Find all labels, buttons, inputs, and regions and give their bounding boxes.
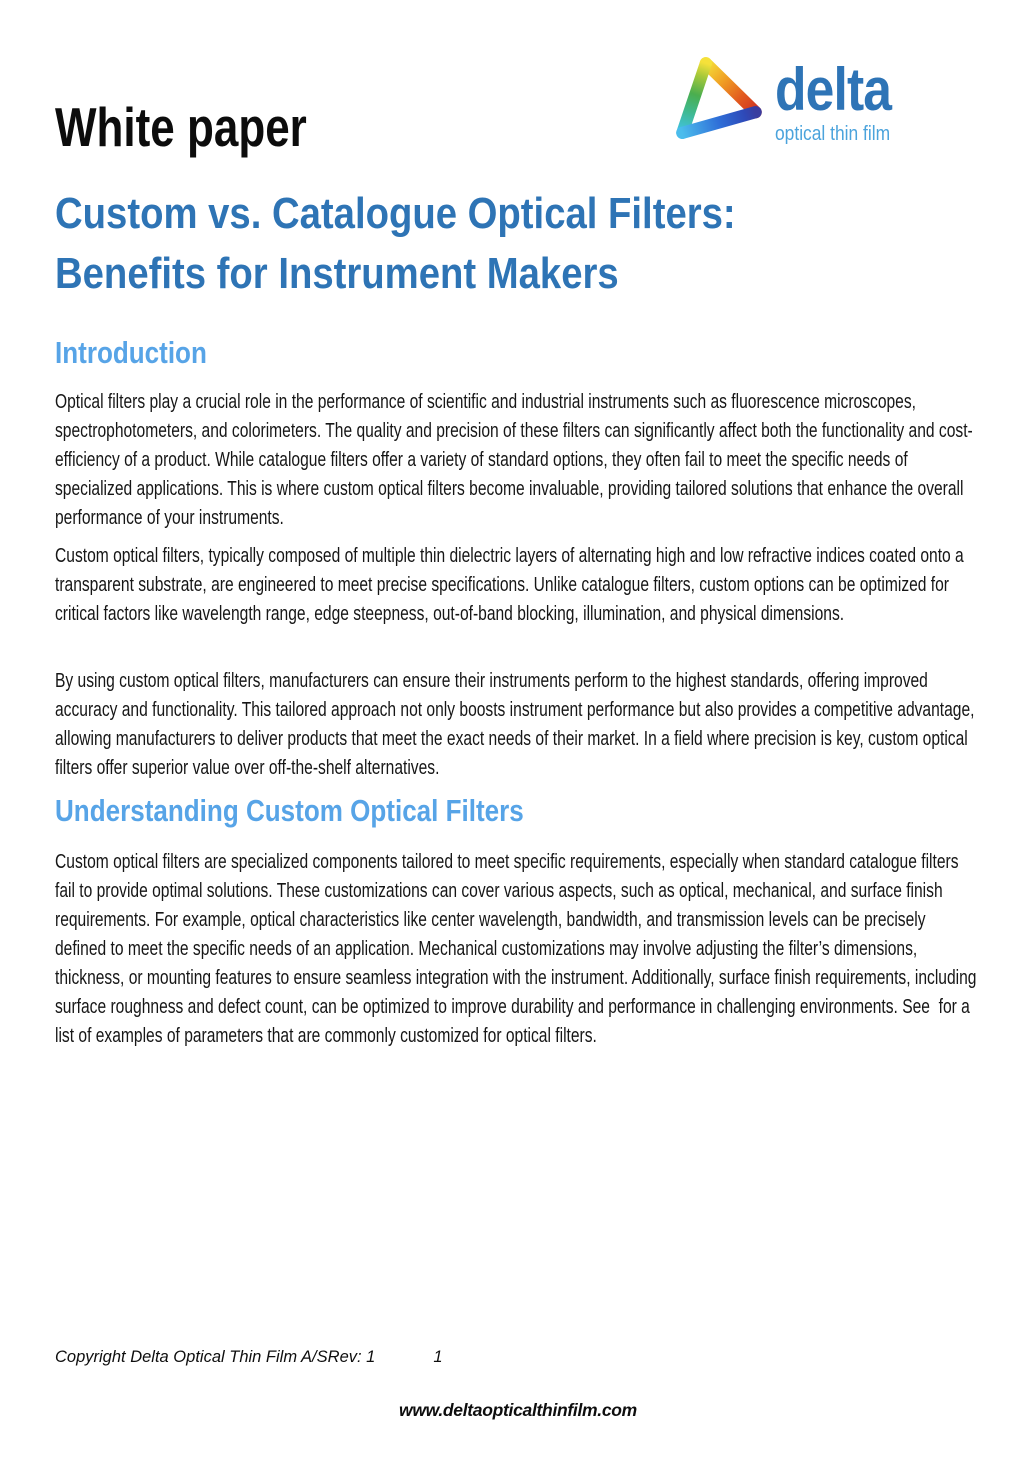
paragraph-intro-3: By using custom optical filters, manufacturers can ensure their instruments perform to the highest standards, offering improved accuracy and functionality. This tailored approach not only boosts instrument performance but also provides a competitive advantage, allowing manufacturers to deliver products that meet the exact needs of their market. In a field where precision is key, custom optical filters offer superior value over off-the-shelf alternatives. (55, 670, 979, 779)
delta-triangle-logo-icon (672, 50, 766, 148)
document-title-line2: Benefits for Instrument Makers (55, 249, 619, 298)
section-heading-introduction: Introduction (55, 335, 207, 370)
paragraph-intro-1: Optical filters play a crucial role in the performance of scientific and industrial instruments such as fluorescence microscopes, spectrophotometers, and colorimeters. The quality and precision of these filters can significantly affect both the functionality and cost-efficiency of a product. While catalogue filters offer a variety of standard options, they often fail to meet the specific needs of specialized applications. This is where custom optical filters become invaluable, providing tailored solutions that enhance the overall performance of your instruments. (55, 391, 973, 529)
paragraph-understanding-1: Custom optical filters are specialized components tailored to meet specific requirements, especially when standard catalogue filters fail to provide optimal solutions. These customizations can cover various aspects, such as optical, mechanical, and surface finish requirements. For example, optical characteristics like center wavelength, bandwidth, and transmission levels can be precisely defined to meet the specific needs of an application. Mechanical customizations may involve adjusting the filter’s dimensions, thickness, or mounting features to ensure seamless integration with the instrument. Additionally, surface finish requirements, including surface roughness and defect count, can be optimized to improve durability and performance in challenging environments. See for a list of examples of parameters that are commonly customized for optical filters. (55, 851, 981, 1047)
paragraph-intro-2: Custom optical filters, typically composed of multiple thin dielectric layers of alternating high and low refractive indices coated onto a transparent substrate, are engineered to meet precise specifications. Unlike catalogue filters, custom options can be optimized for critical factors like wavelength range, edge steepness, out-of-band blocking, illumination, and physical dimensions. (55, 545, 969, 625)
company-logo (672, 50, 910, 148)
document-kicker: White paper (55, 96, 307, 158)
logo-text-block (775, 50, 910, 145)
document-title (55, 184, 736, 304)
logo-brand-name: delta (775, 56, 892, 123)
footer-revision: Rev: 1 (327, 1348, 376, 1366)
footer-website-link[interactable]: www.deltaopticalthinfilm.com (399, 1400, 637, 1420)
section-heading-understanding: Understanding Custom Optical Filters (55, 793, 524, 828)
document-title-line1: Custom vs. Catalogue Optical Filters: (55, 189, 736, 238)
footer-copyright: Copyright Delta Optical Thin Film A/S (55, 1348, 328, 1366)
footer-page-number: 1 (433, 1348, 443, 1366)
logo-tagline: optical thin film (775, 123, 891, 145)
page-footer (55, 1348, 443, 1367)
